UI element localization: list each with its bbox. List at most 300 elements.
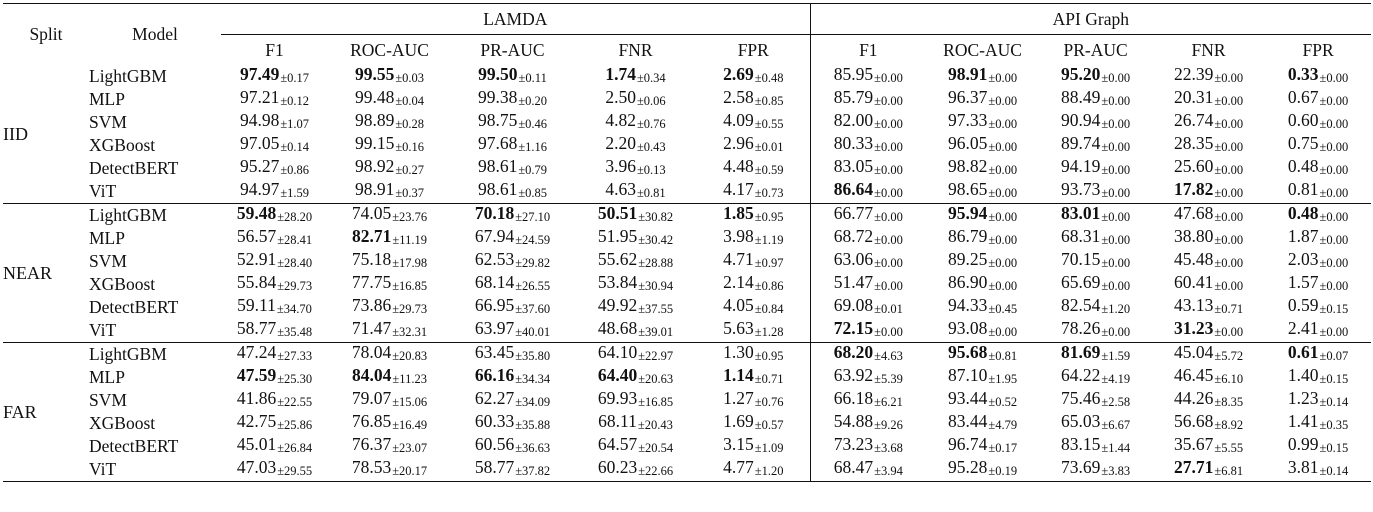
metric-cell <box>1039 273 1152 296</box>
metric-std: ±26.84 <box>277 441 313 455</box>
metric-mean: 2.96 <box>723 133 754 153</box>
metric-mean: 98.89 <box>354 110 395 130</box>
metric-cell <box>926 296 1039 319</box>
metric-std: ±30.82 <box>638 210 674 224</box>
metric-header-lamda-fnr: FNR <box>618 39 653 60</box>
metric-cell <box>574 319 697 343</box>
metric-mean: 51.95 <box>597 226 638 246</box>
metric-std: ±37.55 <box>638 302 674 316</box>
metric-cell <box>1152 227 1265 250</box>
split-header: Split <box>3 4 89 66</box>
metric-cell <box>1039 296 1152 319</box>
metric-mean-best: 17.82 <box>1174 179 1214 199</box>
metric-mean-best: 98.91 <box>948 64 988 84</box>
metric-std: ±0.00 <box>988 186 1018 200</box>
metric-cell <box>574 88 697 111</box>
metric-cell <box>1152 204 1265 228</box>
metric-std: ±0.15 <box>1319 302 1349 316</box>
metric-std: ±0.00 <box>988 325 1018 339</box>
metric-mean-best: 99.50 <box>478 64 518 84</box>
metric-cell <box>574 65 697 88</box>
metric-mean-best: 0.61 <box>1287 342 1319 362</box>
metric-cell <box>810 180 926 204</box>
metric-mean: 51.47 <box>833 272 874 292</box>
metric-std: ±0.00 <box>1214 140 1244 154</box>
metric-mean: 0.81 <box>1287 179 1319 199</box>
metric-cell <box>328 389 451 412</box>
metric-cell <box>1039 88 1152 111</box>
metric-mean: 43.13 <box>1174 295 1214 315</box>
table-row <box>3 204 1371 228</box>
metric-std: ±4.79 <box>988 418 1018 432</box>
metric-std: ±1.16 <box>518 140 548 154</box>
metric-cell <box>697 180 810 204</box>
metric-mean: 78.04 <box>351 342 392 362</box>
metric-cell <box>1265 134 1371 157</box>
metric-cell <box>1039 157 1152 180</box>
model-name: LightGBM <box>89 66 167 86</box>
metric-std: ±1.09 <box>754 441 784 455</box>
group-header-api-graph: API Graph <box>810 4 1371 35</box>
table-row <box>3 111 1371 134</box>
metric-std: ±0.76 <box>754 395 784 409</box>
metric-cell <box>328 157 451 180</box>
metric-std: ±20.83 <box>392 349 428 363</box>
metric-mean: 3.98 <box>723 226 754 246</box>
metric-std: ±0.20 <box>518 94 548 108</box>
metric-mean: 45.48 <box>1174 249 1214 269</box>
metric-std: ±0.86 <box>280 163 310 177</box>
metric-mean: 53.84 <box>597 272 638 292</box>
metric-std: ±0.84 <box>754 302 784 316</box>
metric-std: ±35.80 <box>515 349 551 363</box>
metric-header-lamda-fpr: FPR <box>737 39 769 60</box>
metric-mean: 63.45 <box>474 342 515 362</box>
metric-std: ±28.40 <box>277 256 313 270</box>
metric-mean: 35.67 <box>1174 434 1214 454</box>
metric-cell <box>221 180 328 204</box>
metric-std: ±27.33 <box>277 349 313 363</box>
metric-std: ±0.06 <box>636 94 666 108</box>
metric-std: ±0.73 <box>754 186 784 200</box>
model-name: SVM <box>89 251 127 271</box>
metric-cell <box>810 412 926 435</box>
metric-cell <box>1265 273 1371 296</box>
metric-mean: 78.26 <box>1061 318 1101 338</box>
metric-std: ±0.37 <box>395 186 425 200</box>
metric-std: ±37.82 <box>515 464 551 478</box>
metric-cell <box>574 343 697 367</box>
metric-cell <box>810 389 926 412</box>
metric-mean: 68.31 <box>1061 226 1101 246</box>
metric-mean: 64.57 <box>597 434 638 454</box>
metric-mean: 0.60 <box>1287 110 1319 130</box>
metric-cell <box>1039 204 1152 228</box>
metric-mean: 77.75 <box>351 272 392 292</box>
metric-cell <box>926 366 1039 389</box>
metric-mean: 83.05 <box>833 156 874 176</box>
metric-mean-best: 95.94 <box>948 203 988 223</box>
metric-cell <box>810 134 926 157</box>
metric-std: ±3.68 <box>874 441 903 455</box>
metric-mean-best: 0.33 <box>1287 64 1319 84</box>
model-name: XGBoost <box>89 135 156 155</box>
metric-header-api-pr-auc: PR-AUC <box>1063 39 1128 60</box>
table-row <box>3 435 1371 458</box>
metric-mean: 94.98 <box>239 110 280 130</box>
metric-mean-best: 82.71 <box>352 226 392 246</box>
metric-mean: 56.57 <box>236 226 277 246</box>
metric-std: ±0.16 <box>395 140 425 154</box>
metric-std: ±0.00 <box>1214 94 1244 108</box>
table-row <box>3 88 1371 111</box>
metric-mean: 98.91 <box>354 179 395 199</box>
metric-cell <box>926 111 1039 134</box>
metric-std: ±0.52 <box>988 395 1018 409</box>
table-row <box>3 343 1371 367</box>
metric-std: ±4.19 <box>1101 372 1131 386</box>
metric-cell <box>1265 88 1371 111</box>
metric-cell <box>1265 296 1371 319</box>
metric-std: ±0.14 <box>1319 395 1349 409</box>
metric-std: ±0.00 <box>1101 117 1131 131</box>
metric-mean: 3.81 <box>1287 457 1319 477</box>
metric-std: ±0.01 <box>874 302 903 316</box>
metric-std: ±0.00 <box>874 186 903 200</box>
metric-std: ±0.00 <box>1101 256 1131 270</box>
metric-mean: 2.58 <box>723 87 754 107</box>
metric-std: ±0.00 <box>1214 256 1244 270</box>
metric-std: ±6.21 <box>874 395 903 409</box>
metric-mean: 49.92 <box>597 295 638 315</box>
metric-cell <box>1265 412 1371 435</box>
metric-mean: 94.19 <box>1061 156 1101 176</box>
metric-std: ±20.17 <box>392 464 428 478</box>
metric-cell <box>451 343 574 367</box>
metric-mean: 75.18 <box>351 249 392 269</box>
metric-std: ±0.00 <box>1319 256 1349 270</box>
metric-cell <box>810 366 926 389</box>
metric-mean: 54.88 <box>833 411 874 431</box>
metric-mean: 99.38 <box>477 87 518 107</box>
metric-std: ±29.73 <box>392 302 428 316</box>
table-row <box>3 458 1371 482</box>
metric-std: ±5.55 <box>1214 441 1244 455</box>
metric-cell <box>1039 435 1152 458</box>
metric-cell <box>926 157 1039 180</box>
table-row <box>3 296 1371 319</box>
metric-mean: 45.01 <box>236 434 277 454</box>
metric-std: ±0.00 <box>1214 117 1244 131</box>
metric-mean: 98.82 <box>948 156 988 176</box>
metric-std: ±1.07 <box>280 117 310 131</box>
metric-mean-best: 47.59 <box>236 365 277 385</box>
metric-std: ±0.00 <box>1101 279 1131 293</box>
metric-std: ±5.72 <box>1214 349 1244 363</box>
metric-std: ±22.97 <box>638 349 674 363</box>
metric-mean: 85.79 <box>833 87 874 107</box>
metric-cell <box>810 65 926 88</box>
metric-std: ±0.00 <box>1319 233 1349 247</box>
metric-cell <box>328 319 451 343</box>
metric-cell <box>1039 343 1152 367</box>
metric-std: ±0.00 <box>874 94 903 108</box>
metric-mean: 89.74 <box>1061 133 1101 153</box>
metric-cell <box>1152 88 1265 111</box>
metric-cell <box>1265 250 1371 273</box>
metric-mean: 1.30 <box>723 342 754 362</box>
metric-cell <box>451 157 574 180</box>
metric-std: ±1.59 <box>280 186 310 200</box>
metric-std: ±0.00 <box>988 279 1018 293</box>
metric-cell <box>926 343 1039 367</box>
metric-cell <box>1039 227 1152 250</box>
metric-cell <box>574 389 697 412</box>
metric-mean-best: 2.69 <box>723 64 754 84</box>
metric-cell <box>328 458 451 482</box>
table-body <box>3 65 1371 482</box>
metric-std: ±0.00 <box>1319 117 1349 131</box>
metric-std: ±30.42 <box>638 233 674 247</box>
metric-cell <box>697 343 810 367</box>
metric-cell <box>697 157 810 180</box>
metric-std: ±11.19 <box>392 233 427 247</box>
metric-mean: 98.61 <box>477 179 518 199</box>
metric-mean: 44.26 <box>1174 388 1214 408</box>
metric-mean: 59.11 <box>237 295 276 315</box>
metric-mean: 2.20 <box>605 133 636 153</box>
metric-cell <box>697 65 810 88</box>
metric-std: ±0.45 <box>988 302 1018 316</box>
metric-cell <box>574 180 697 204</box>
metric-std: ±0.15 <box>1319 372 1349 386</box>
metric-mean: 55.84 <box>236 272 277 292</box>
metric-cell <box>221 65 328 88</box>
metric-cell <box>451 250 574 273</box>
metric-std: ±0.00 <box>1319 279 1349 293</box>
metric-mean: 26.74 <box>1174 110 1214 130</box>
table-row <box>3 319 1371 343</box>
metric-std: ±0.00 <box>988 210 1018 224</box>
metric-std: ±30.94 <box>638 279 674 293</box>
metric-mean: 76.85 <box>351 411 392 431</box>
metric-std: ±0.00 <box>988 256 1018 270</box>
metric-std: ±0.00 <box>1214 163 1244 177</box>
metric-std: ±0.34 <box>636 71 666 85</box>
metric-mean: 47.03 <box>236 457 277 477</box>
metric-cell <box>697 204 810 228</box>
model-name: SVM <box>89 390 127 410</box>
metric-mean: 97.68 <box>477 133 518 153</box>
metric-cell <box>1039 65 1152 88</box>
metric-mean: 63.97 <box>474 318 515 338</box>
metric-std: ±0.00 <box>874 210 903 224</box>
metric-cell <box>328 366 451 389</box>
metric-cell <box>221 227 328 250</box>
metric-std: ±39.01 <box>638 325 674 339</box>
metric-mean: 85.95 <box>833 64 874 84</box>
model-header: Model <box>89 4 221 66</box>
metric-std: ±3.83 <box>1101 464 1131 478</box>
metric-mean: 0.67 <box>1287 87 1319 107</box>
metric-cell <box>1152 412 1265 435</box>
metric-std: ±0.86 <box>754 279 784 293</box>
metric-std: ±0.00 <box>874 140 903 154</box>
metric-cell <box>1152 250 1265 273</box>
metric-std: ±9.26 <box>874 418 903 432</box>
metric-std: ±0.11 <box>518 71 547 85</box>
metric-mean: 4.05 <box>723 295 754 315</box>
split-label: IID <box>3 123 28 144</box>
metric-std: ±6.81 <box>1214 464 1244 478</box>
metric-cell <box>697 111 810 134</box>
model-name: XGBoost <box>89 413 156 433</box>
metric-std: ±0.00 <box>1101 163 1131 177</box>
metric-mean: 41.86 <box>236 388 277 408</box>
metric-std: ±1.19 <box>754 233 784 247</box>
metric-std: ±0.27 <box>395 163 425 177</box>
model-name: DetectBERT <box>89 158 179 178</box>
metric-std: ±0.00 <box>1319 163 1349 177</box>
metric-mean: 89.25 <box>948 249 988 269</box>
metric-cell <box>810 296 926 319</box>
metric-mean: 1.27 <box>723 388 754 408</box>
metric-mean: 73.23 <box>833 434 874 454</box>
metric-mean: 58.77 <box>474 457 515 477</box>
metric-header-lamda-pr-auc: PR-AUC <box>480 39 545 60</box>
metric-mean: 63.92 <box>833 365 874 385</box>
metric-cell <box>451 180 574 204</box>
metric-header-lamda-roc-auc: ROC-AUC <box>350 39 429 60</box>
model-name: XGBoost <box>89 274 156 294</box>
metric-cell <box>1265 343 1371 367</box>
metric-cell <box>328 273 451 296</box>
metric-cell <box>810 88 926 111</box>
metric-cell <box>1265 458 1371 482</box>
metric-std: ±37.60 <box>515 302 551 316</box>
metric-mean: 86.90 <box>948 272 988 292</box>
metric-mean: 67.94 <box>474 226 515 246</box>
metric-std: ±1.44 <box>1101 441 1131 455</box>
metric-std: ±0.19 <box>988 464 1018 478</box>
metric-std: ±0.00 <box>988 117 1018 131</box>
metric-cell <box>574 366 697 389</box>
metric-cell <box>1265 157 1371 180</box>
metric-mean: 56.68 <box>1174 411 1214 431</box>
metric-mean-best: 97.49 <box>239 64 280 84</box>
metric-mean: 1.40 <box>1287 365 1319 385</box>
metric-cell <box>1265 435 1371 458</box>
metric-mean-best: 50.51 <box>597 203 638 223</box>
metric-mean: 68.72 <box>833 226 874 246</box>
metric-std: ±0.00 <box>1214 71 1244 85</box>
metric-cell <box>221 250 328 273</box>
metric-mean: 2.03 <box>1287 249 1319 269</box>
metric-mean: 90.94 <box>1061 110 1101 130</box>
metric-std: ±11.23 <box>392 372 427 386</box>
metric-std: ±0.00 <box>1319 94 1349 108</box>
metric-mean-best: 31.23 <box>1174 318 1214 338</box>
metric-cell <box>1039 111 1152 134</box>
metric-std: ±0.59 <box>754 163 784 177</box>
metric-mean: 5.63 <box>723 318 754 338</box>
metric-mean: 4.17 <box>723 179 754 199</box>
metric-std: ±17.98 <box>392 256 428 270</box>
metric-mean: 98.65 <box>948 179 988 199</box>
metric-std: ±0.00 <box>1101 210 1131 224</box>
metric-std: ±0.14 <box>280 140 310 154</box>
metric-std: ±1.59 <box>1101 349 1131 363</box>
metric-cell <box>1152 65 1265 88</box>
metric-mean: 96.05 <box>948 133 988 153</box>
metric-std: ±0.00 <box>1214 186 1244 200</box>
metric-cell <box>221 435 328 458</box>
metric-mean: 60.33 <box>474 411 515 431</box>
metric-std: ±0.00 <box>1101 233 1131 247</box>
metric-cell <box>697 227 810 250</box>
metric-mean: 96.37 <box>948 87 988 107</box>
metric-mean: 1.69 <box>723 411 754 431</box>
metric-mean: 4.48 <box>723 156 754 176</box>
metric-cell <box>574 435 697 458</box>
metric-header-api-roc-auc: ROC-AUC <box>943 39 1022 60</box>
metric-std: ±0.85 <box>754 94 784 108</box>
metric-cell <box>328 204 451 228</box>
metric-mean: 95.28 <box>948 457 988 477</box>
metric-cell <box>328 250 451 273</box>
metric-mean: 87.10 <box>948 365 988 385</box>
metric-header-api-f1: F1 <box>810 35 926 66</box>
metric-std: ±34.34 <box>515 372 551 386</box>
metric-std: ±28.88 <box>638 256 674 270</box>
metric-mean-best: 95.20 <box>1061 64 1101 84</box>
metric-std: ±20.63 <box>638 372 674 386</box>
metric-mean: 65.03 <box>1061 411 1101 431</box>
metric-std: ±0.14 <box>1319 464 1349 478</box>
metric-std: ±0.07 <box>1319 349 1349 363</box>
model-name: DetectBERT <box>89 297 179 317</box>
metric-cell <box>926 458 1039 482</box>
metric-cell <box>1039 134 1152 157</box>
metric-mean: 64.10 <box>597 342 638 362</box>
metric-std: ±22.55 <box>277 395 313 409</box>
table-row <box>3 412 1371 435</box>
metric-mean-best: 0.48 <box>1287 203 1319 223</box>
metric-cell <box>574 412 697 435</box>
results-table <box>3 3 1371 482</box>
metric-mean-best: 66.16 <box>474 365 515 385</box>
metric-cell <box>1039 319 1152 343</box>
metric-std: ±0.00 <box>1214 325 1244 339</box>
metric-std: ±0.00 <box>1319 210 1349 224</box>
metric-cell <box>810 273 926 296</box>
metric-cell <box>1265 227 1371 250</box>
metric-mean: 98.92 <box>354 156 395 176</box>
metric-mean: 45.04 <box>1174 342 1214 362</box>
metric-cell <box>1265 204 1371 228</box>
metric-cell <box>926 412 1039 435</box>
metric-cell <box>451 204 574 228</box>
metric-std: ±36.63 <box>515 441 551 455</box>
metric-cell <box>1152 366 1265 389</box>
metric-mean: 83.15 <box>1061 434 1101 454</box>
metric-mean: 63.06 <box>833 249 874 269</box>
metric-mean: 75.46 <box>1061 388 1101 408</box>
metric-std: ±0.00 <box>874 163 903 177</box>
table-row <box>3 227 1371 250</box>
metric-cell <box>221 296 328 319</box>
metric-cell <box>451 296 574 319</box>
